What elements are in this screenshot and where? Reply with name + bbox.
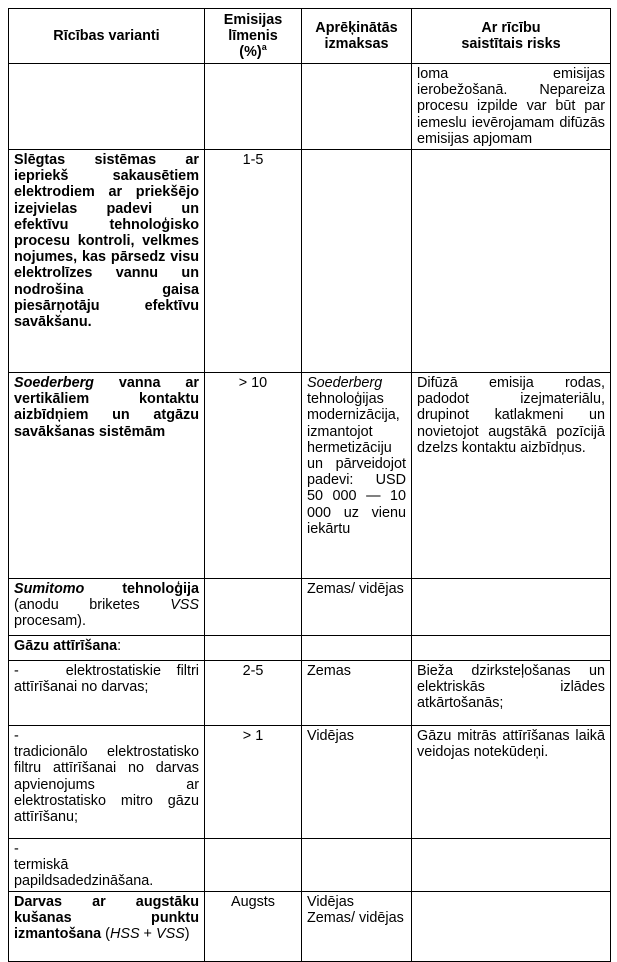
- cell-cost: Vidējas Zemas/ vidējas: [302, 891, 412, 961]
- header-associated-risk: Ar rīcību saistītais risks: [412, 9, 611, 64]
- header-estimated-costs: Aprēķinātās izmaksas: [302, 9, 412, 64]
- table-row: [9, 373, 611, 579]
- cell-cost: Zemas/ vidējas: [302, 579, 412, 636]
- cell-risk: [412, 891, 611, 961]
- cell-option: - elektrostatiskie filtri attīrīšanai no darvas;: [9, 661, 205, 726]
- table-row: [9, 661, 611, 726]
- cell-risk: [412, 839, 611, 892]
- table-row: [9, 726, 611, 839]
- cell-option: Gāzu attīrīšana:: [9, 636, 205, 661]
- cell-level: [205, 579, 302, 636]
- cell-option: Slēgtas sistēmas ar iepriekš sakausētiem elektrodiem ar priekšējo izejvielas padevi un efektīvu tehnoloģisko procesu kontroli, velkmes nojumes, kas pārsedz visu elektrolīzes vannu un nodrošina gaisa piesārņotāju efektīvu savākšanu.: [9, 150, 205, 373]
- cell-cost: Vidējas: [302, 726, 412, 839]
- cell-option: - termiskā papildsadedzināšana.: [9, 839, 205, 892]
- cell-cost: [302, 636, 412, 661]
- cell-level: > 1: [205, 726, 302, 839]
- cell-risk: loma emisijas ierobežošanā. Nepareiza procesu izpilde var būt par iemeslu ievērojamam difūzās emisijas apjomam: [412, 64, 611, 150]
- cell-level: 1-5: [205, 150, 302, 373]
- cell-cost: [302, 839, 412, 892]
- cell-cost: [302, 64, 412, 150]
- header-options: Rīcības varianti: [9, 9, 205, 64]
- table-row: [9, 636, 611, 661]
- cell-risk: Bieža dzirksteļošanas un elektriskās izlādes atkārtošanās;: [412, 661, 611, 726]
- table-row: [9, 64, 611, 150]
- cell-level: Augsts: [205, 891, 302, 961]
- cell-option: Soederberg vanna ar vertikāliem kontaktu aizbīdņiem un atgāzu savākšanas sistēmām: [9, 373, 205, 579]
- measures-table: [8, 8, 611, 962]
- table-row: [9, 150, 611, 373]
- cell-cost: Soederberg tehnoloģijas modernizācija, izmantojot hermetizāciju un pārveidojot padevi: USD 50 000 — 10 000 uz vienu iekārtu: [302, 373, 412, 579]
- table-row: [9, 891, 611, 961]
- cell-risk: [412, 150, 611, 373]
- cell-cost: [302, 150, 412, 373]
- cell-risk: Gāzu mitrās attīrīšanas laikā veidojas notekūdeņi.: [412, 726, 611, 839]
- cell-risk: Difūzā emisija rodas, padodot izejmateriālu, drupinot katlakmeni un novietojot augstākā pozīcijā dzelzs kontaktu aizbīdņus.: [412, 373, 611, 579]
- cell-level: 2-5: [205, 661, 302, 726]
- cell-option: Darvas ar augstāku kušanas punktu izmantošana (HSS + VSS): [9, 891, 205, 961]
- cell-level: [205, 636, 302, 661]
- cell-option: - tradicionālo elektrostatisko filtru attīrīšanai no darvas apvienojums ar elektrostatisko mitro gāzu attīrīšanu;: [9, 726, 205, 839]
- cell-risk: [412, 636, 611, 661]
- header-emission-level: Emisijas līmenis (%)$^a$: [205, 9, 302, 64]
- cell-option: [9, 64, 205, 150]
- cell-level: [205, 839, 302, 892]
- cell-level: [205, 64, 302, 150]
- header-row: [9, 9, 611, 64]
- cell-cost: Zemas: [302, 661, 412, 726]
- cell-level: > 10: [205, 373, 302, 579]
- cell-risk: [412, 579, 611, 636]
- table-row: [9, 839, 611, 892]
- cell-option: Sumitomo tehnoloģija (anodu briketes VSS procesam).: [9, 579, 205, 636]
- table-row: [9, 579, 611, 636]
